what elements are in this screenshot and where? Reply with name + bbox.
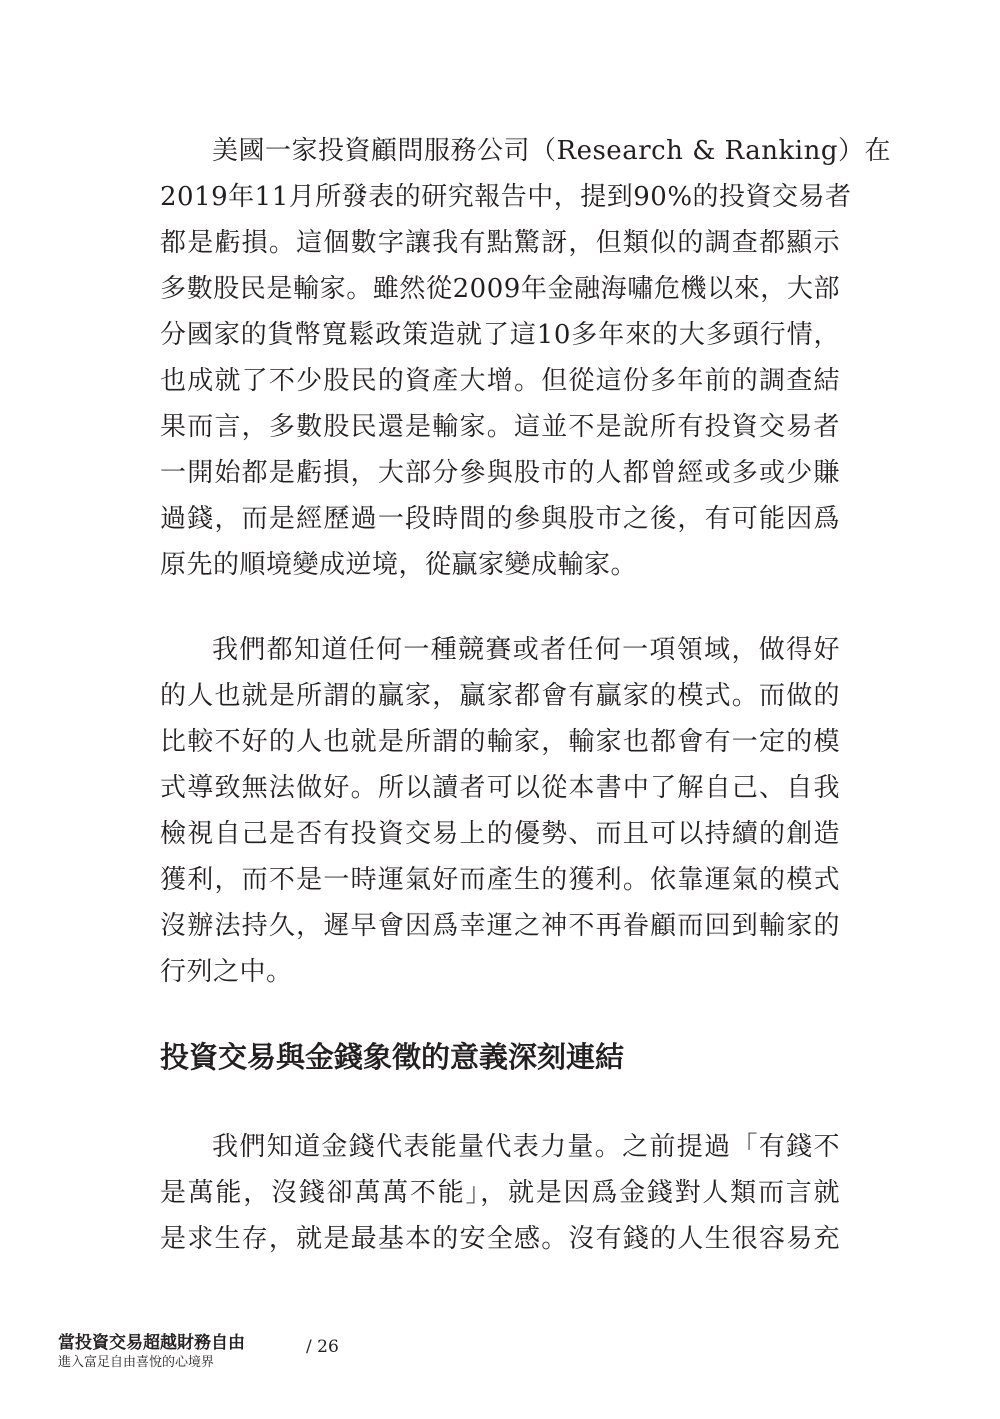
paragraph-line: 行列之中。	[160, 957, 293, 987]
paragraph-line: 原先的順境變成逆境，從贏家變成輸家。	[160, 550, 638, 580]
paragraph-line: 是求生存，就是最基本的安全感。沒有錢的人生很容易充	[160, 1224, 840, 1254]
paragraph-line: 比較不好的人也就是所謂的輸家，輸家也都會有一定的模	[160, 727, 840, 757]
paragraph-line: 我們知道金錢代表能量代表力量。之前提過「有錢不	[212, 1132, 840, 1162]
paragraph-line: 美國一家投資顧問服務公司（Research & Ranking）在	[212, 136, 891, 166]
paragraph-line: 2019年11月所發表的研究報告中，提到90%的投資交易者	[160, 182, 852, 212]
paragraph-line: 過錢，而是經歷過一段時間的參與股市之後，有可能因爲	[160, 504, 840, 534]
paragraph-line: 多數股民是輸家。雖然從2009年金融海嘯危機以來，大部	[160, 274, 840, 304]
book-title: 當投資交易超越財務自由	[58, 1333, 245, 1353]
paragraph-line: 式導致無法做好。所以讀者可以從本書中了解自己、自我	[160, 773, 840, 803]
paragraph-line: 沒辦法持久，遲早會因爲幸運之神不再眷顧而回到輸家的	[160, 911, 840, 941]
page-number: / 26	[306, 1337, 339, 1357]
paragraph-line: 是萬能，沒錢卻萬萬不能」，就是因爲金錢對人類而言就	[160, 1178, 840, 1208]
paragraph-line: 的人也就是所謂的贏家，贏家都會有贏家的模式。而做的	[160, 681, 840, 711]
paragraph-line: 獲利，而不是一時運氣好而產生的獲利。依靠運氣的模式	[160, 865, 840, 895]
page-footer	[58, 1332, 245, 1372]
section-heading: 投資交易與金錢象徵的意義深刻連結	[160, 1040, 625, 1074]
paragraph-line: 一開始都是虧損，大部分參與股市的人都曾經或多或少賺	[160, 458, 840, 488]
paragraph-line: 分國家的貨幣寬鬆政策造就了這10多年來的大多頭行情，	[160, 320, 840, 350]
paragraph-line: 果而言，多數股民還是輸家。這並不是說所有投資交易者	[160, 412, 840, 442]
paragraph-line: 也成就了不少股民的資產大增。但從這份多年前的調查結	[160, 366, 840, 396]
book-subtitle: 進入富足自由喜悅的心境界	[58, 1355, 215, 1370]
paragraph-line: 都是虧損。這個數字讓我有點驚訝，但類似的調查都顯示	[160, 228, 840, 258]
paragraph-line: 檢視自己是否有投資交易上的優勢、而且可以持續的創造	[160, 819, 840, 849]
paragraph-line: 我們都知道任何一種競賽或者任何一項領域，做得好	[212, 635, 840, 665]
